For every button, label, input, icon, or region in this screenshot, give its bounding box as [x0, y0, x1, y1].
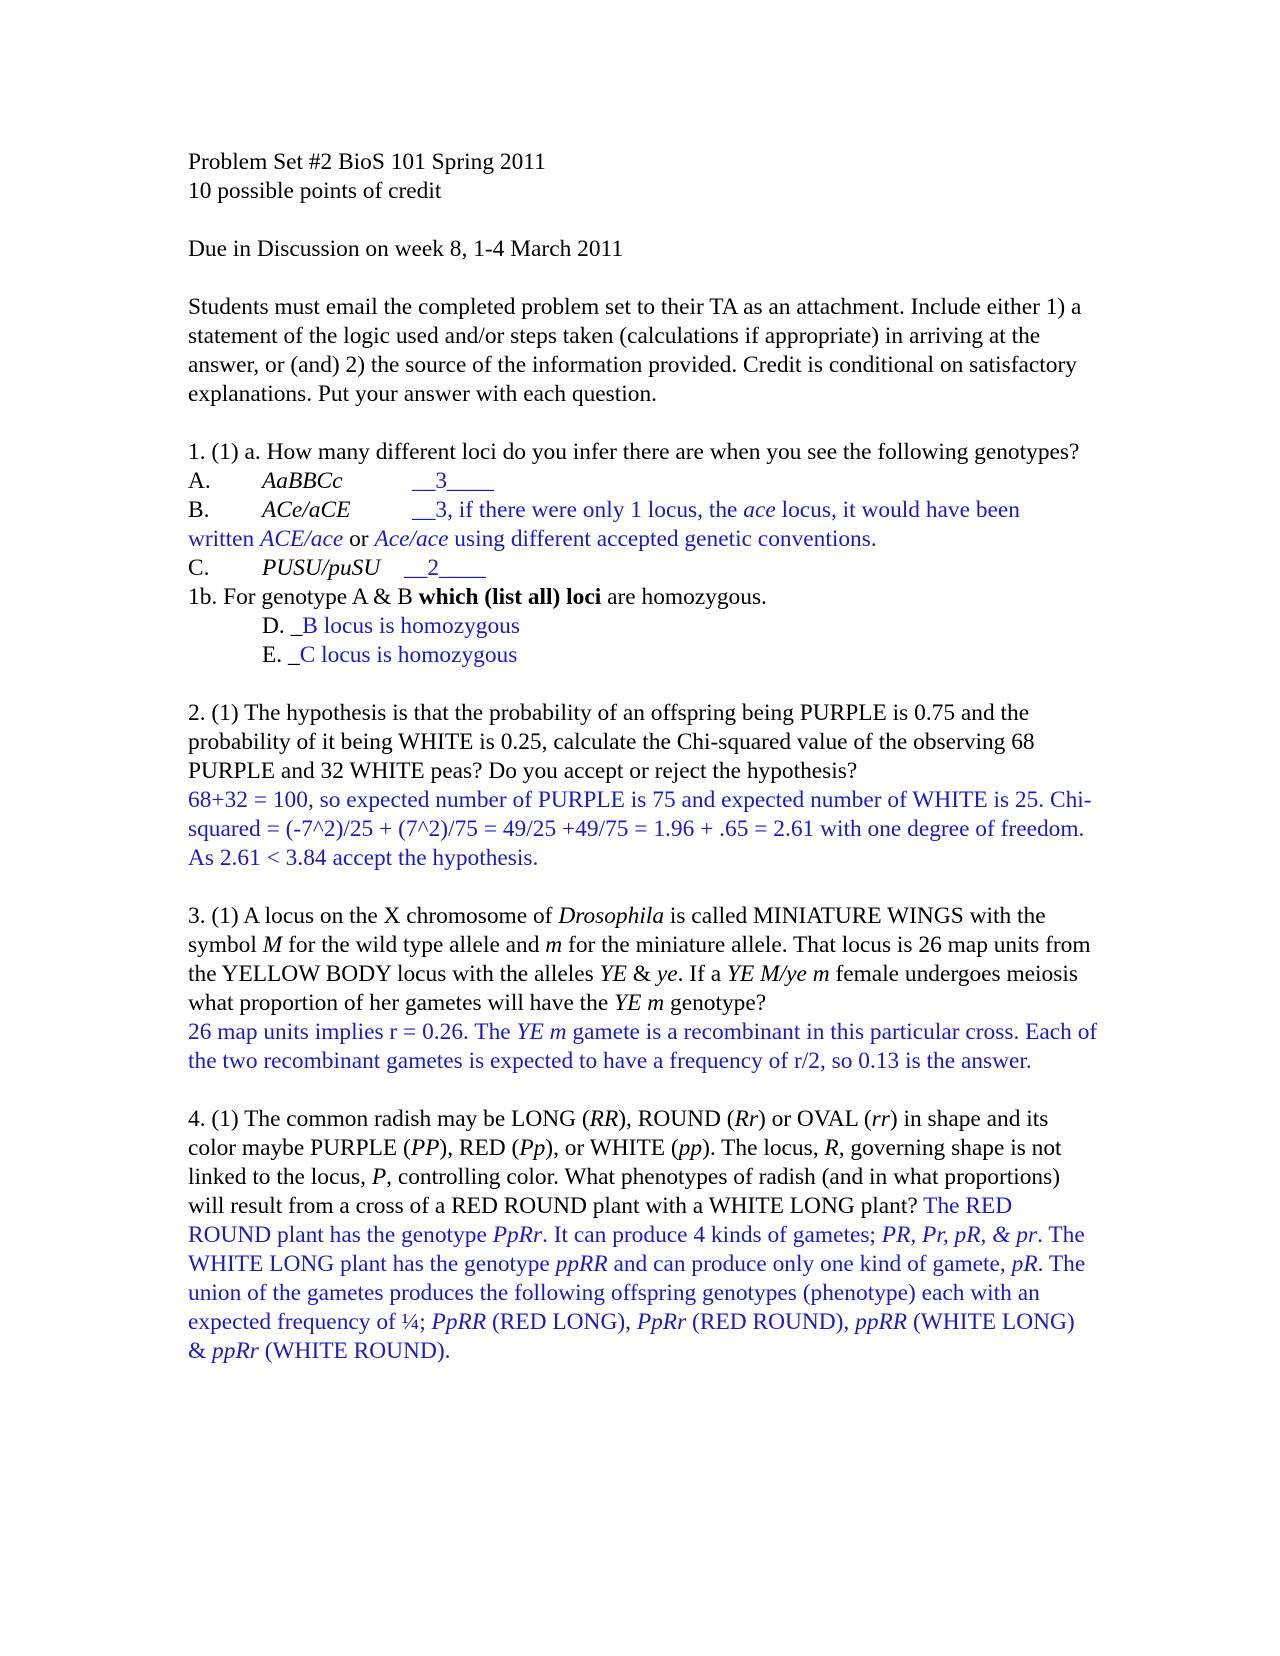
- question-4: [188, 1105, 1098, 1366]
- q1-b-letter: B.: [188, 497, 210, 523]
- q1-b-answer-1: 3, if there were only 1 locus, the: [435, 497, 744, 523]
- q1-item-d: [188, 612, 1098, 641]
- q1-b-blank-pre: __: [412, 497, 436, 523]
- q4-answer-text: The RED ROUND plant has the genotype: [188, 1193, 1013, 1248]
- instructions: Students must email the completed problem set to their TA as an attachment. Include either 1) a statement of the logic used and/or steps taken (calculations if appropriate) in arriving at the answer, or (and) 2) the source of the information provided. Credit is conditional on satisfactory explanations. Put your answer with each question.: [188, 294, 1082, 407]
- q3-text: genotype?: [664, 990, 767, 1016]
- q1-b-answer-Aceace: Ace/ace: [374, 526, 449, 552]
- q1-a-genotype: AaBBCc: [262, 468, 343, 494]
- q1-a-answer: 3: [435, 468, 448, 494]
- q4-text: ), or WHITE (: [545, 1135, 679, 1161]
- q1-a-blank-pre: __: [412, 468, 436, 494]
- q1-item-b: [188, 496, 1098, 525]
- q4-text: , governing shape is not linked to the locus,: [188, 1135, 1062, 1190]
- q1-item-e: [188, 641, 1098, 670]
- q4-PP: PP: [410, 1135, 440, 1161]
- q4-answer-PpRr: PpRr: [492, 1222, 543, 1248]
- q2-prompt: 2. (1) The hypothesis is that the probability of an offspring being PURPLE is 0.75 and the probability of it being WHITE is 0.25, calculate the Chi-squared value of the observing 68 PURPLE and 32 WHITE peas? Do you accept or reject the hypothesis?: [188, 700, 1035, 784]
- question-1: [188, 438, 1098, 670]
- question-2: [188, 699, 1098, 873]
- q3-answer-text: 26 map units implies r = 0.26. The: [188, 1019, 517, 1045]
- q1b-prompt-bold: which (list all) loci: [418, 584, 602, 610]
- q4-prompt: [188, 1105, 1098, 1366]
- q1-item-c: [188, 554, 1098, 583]
- q1-b-answer-cont: [188, 525, 1098, 554]
- q1-b-genotype: ACe/aCE: [262, 497, 351, 523]
- q1b-prompt: [188, 583, 1098, 612]
- q4-answer-PpRR: PpRR: [431, 1309, 487, 1335]
- q1-b-answer-4: using different accepted genetic conventions.: [448, 526, 877, 552]
- q3-text: for the wild type allele and: [282, 932, 546, 958]
- q3-text: female undergoes meiosis what proportion of her gametes will have the: [188, 961, 1078, 1016]
- q3-drosophila: Drosophila: [558, 903, 665, 929]
- q4-answer-text: . The union of the gametes produces the following offspring genotypes (phenotype) each with an expected frequency of ¼;: [188, 1251, 1086, 1335]
- due-line: Due in Discussion on week 8, 1-4 March 2011: [188, 236, 624, 262]
- q1-item-a: [188, 467, 1098, 496]
- q4-answer-text: . The WHITE LONG plant has the genotype: [188, 1222, 1085, 1277]
- q1-e-answer: C locus is homozygous: [299, 642, 518, 668]
- q4-answer-text: (RED ROUND),: [686, 1309, 856, 1335]
- q1-c-blank-pre: __: [404, 555, 428, 581]
- q4-text: 4. (1) The common radish may be LONG (: [188, 1106, 590, 1132]
- q1-b-answer-ACEace: ACE/ace: [260, 526, 344, 552]
- q4-text: ). The locus,: [702, 1135, 825, 1161]
- q1-c-answer: 2: [427, 555, 440, 581]
- q1-d-answer: B locus is homozygous: [302, 613, 520, 639]
- q3-symbol-m: m: [545, 932, 563, 958]
- q3-text: &: [626, 961, 657, 987]
- q4-answer-gametes: PR, Pr, pR, & pr: [881, 1222, 1038, 1248]
- q4-text: ) in shape and its color maybe PURPLE (: [188, 1106, 1049, 1161]
- doc-title: Problem Set #2 BioS 101 Spring 2011: [188, 149, 546, 175]
- q4-text: ), RED (: [439, 1135, 520, 1161]
- q3-genotype-female: YE M/ye m: [726, 961, 830, 987]
- q4-answer-PpRr-2: PpRr: [636, 1309, 687, 1335]
- q4-text: , controlling color. What phenotypes of radish (and in what proportions) will result from a cross of a RED ROUND plant with a WHITE LONG plant?: [188, 1164, 1061, 1219]
- q1-e-label: E. _: [262, 642, 300, 668]
- q4-answer-text: . It can produce 4 kinds of gametes;: [542, 1222, 882, 1248]
- q2-answer: 68+32 = 100, so expected number of PURPLE is 75 and expected number of WHITE is 25. Chi-squared = (-7^2)/25 + (7^2)/75 = 49/25 +49/75 = 1.96 + .65 = 2.61 with one degree of freedom. As 2.61 < 3.84 accept the hypothesis.: [188, 787, 1092, 871]
- q1b-prompt-pre: 1b. For genotype A & B: [188, 584, 419, 610]
- q3-genotype-YEm: YE m: [614, 990, 665, 1016]
- q4-P: P: [371, 1164, 387, 1190]
- q1-b-answer-3: written: [188, 526, 261, 552]
- q3-answer-text: gamete is a recombinant in this particular cross. Each of the two recombinant gametes is expected to have a frequency of r/2, so 0.13 is the answer.: [188, 1019, 1098, 1074]
- q4-R: R: [824, 1135, 839, 1161]
- q3-text: is called MINIATURE WINGS with the symbol: [188, 903, 1046, 958]
- q1-c-letter: C.: [188, 555, 210, 581]
- q4-rr: rr: [871, 1106, 890, 1132]
- q1-c-genotype: PUSU/puSU: [262, 555, 381, 581]
- q4-answer-ppRr: ppRr: [212, 1338, 259, 1364]
- q3-text: . If a: [677, 961, 727, 987]
- q4-answer-text: (WHITE ROUND).: [258, 1338, 451, 1364]
- q1-prompt: 1. (1) a. How many different loci do you infer there are when you see the following genotypes?: [188, 439, 1080, 465]
- q4-RR: RR: [589, 1106, 619, 1132]
- q1-b-answer-ace: ace: [743, 497, 776, 523]
- q4-answer-ppRR-2: ppRR: [855, 1309, 908, 1335]
- q1-b-answer-2: locus, it would have been: [775, 497, 1020, 523]
- q4-Rr: Rr: [734, 1106, 758, 1132]
- q1-d-label: D. _: [262, 613, 303, 639]
- q4-answer-text: and can produce only one kind of gamete,: [607, 1251, 1012, 1277]
- q3-answer: [188, 1018, 1098, 1076]
- q4-answer-pR: pR: [1011, 1251, 1038, 1277]
- q3-symbol-YE: YE: [599, 961, 627, 987]
- document-page: [188, 148, 1098, 1366]
- q3-text: for the miniature allele. That locus is 26 map units from the YELLOW BODY locus with the alleles: [188, 932, 1091, 987]
- q4-answer-ppRR: ppRR: [555, 1251, 608, 1277]
- q4-answer-text: (RED LONG),: [486, 1309, 637, 1335]
- q4-Pp: Pp: [519, 1135, 546, 1161]
- q4-pp: pp: [678, 1135, 703, 1161]
- q3-answer-YEm: YE m: [516, 1019, 567, 1045]
- q4-text: ) or OVAL (: [757, 1106, 872, 1132]
- credit-line: 10 possible points of credit: [188, 178, 442, 204]
- q3-symbol-M: M: [262, 932, 283, 958]
- q1-c-blank-post: ____: [439, 555, 486, 581]
- q4-text: ), ROUND (: [618, 1106, 735, 1132]
- q4-answer-text: (WHITE LONG) &: [188, 1309, 1075, 1364]
- q3-text: 3. (1) A locus on the X chromosome of: [188, 903, 559, 929]
- q1b-prompt-post: are homozygous.: [601, 584, 767, 610]
- q3-symbol-ye: ye: [656, 961, 678, 987]
- question-3: [188, 902, 1098, 1076]
- q3-prompt: [188, 902, 1098, 1018]
- q1-a-blank-post: ____: [447, 468, 494, 494]
- q1-b-answer-or: or: [343, 526, 375, 552]
- q1-a-letter: A.: [188, 468, 211, 494]
